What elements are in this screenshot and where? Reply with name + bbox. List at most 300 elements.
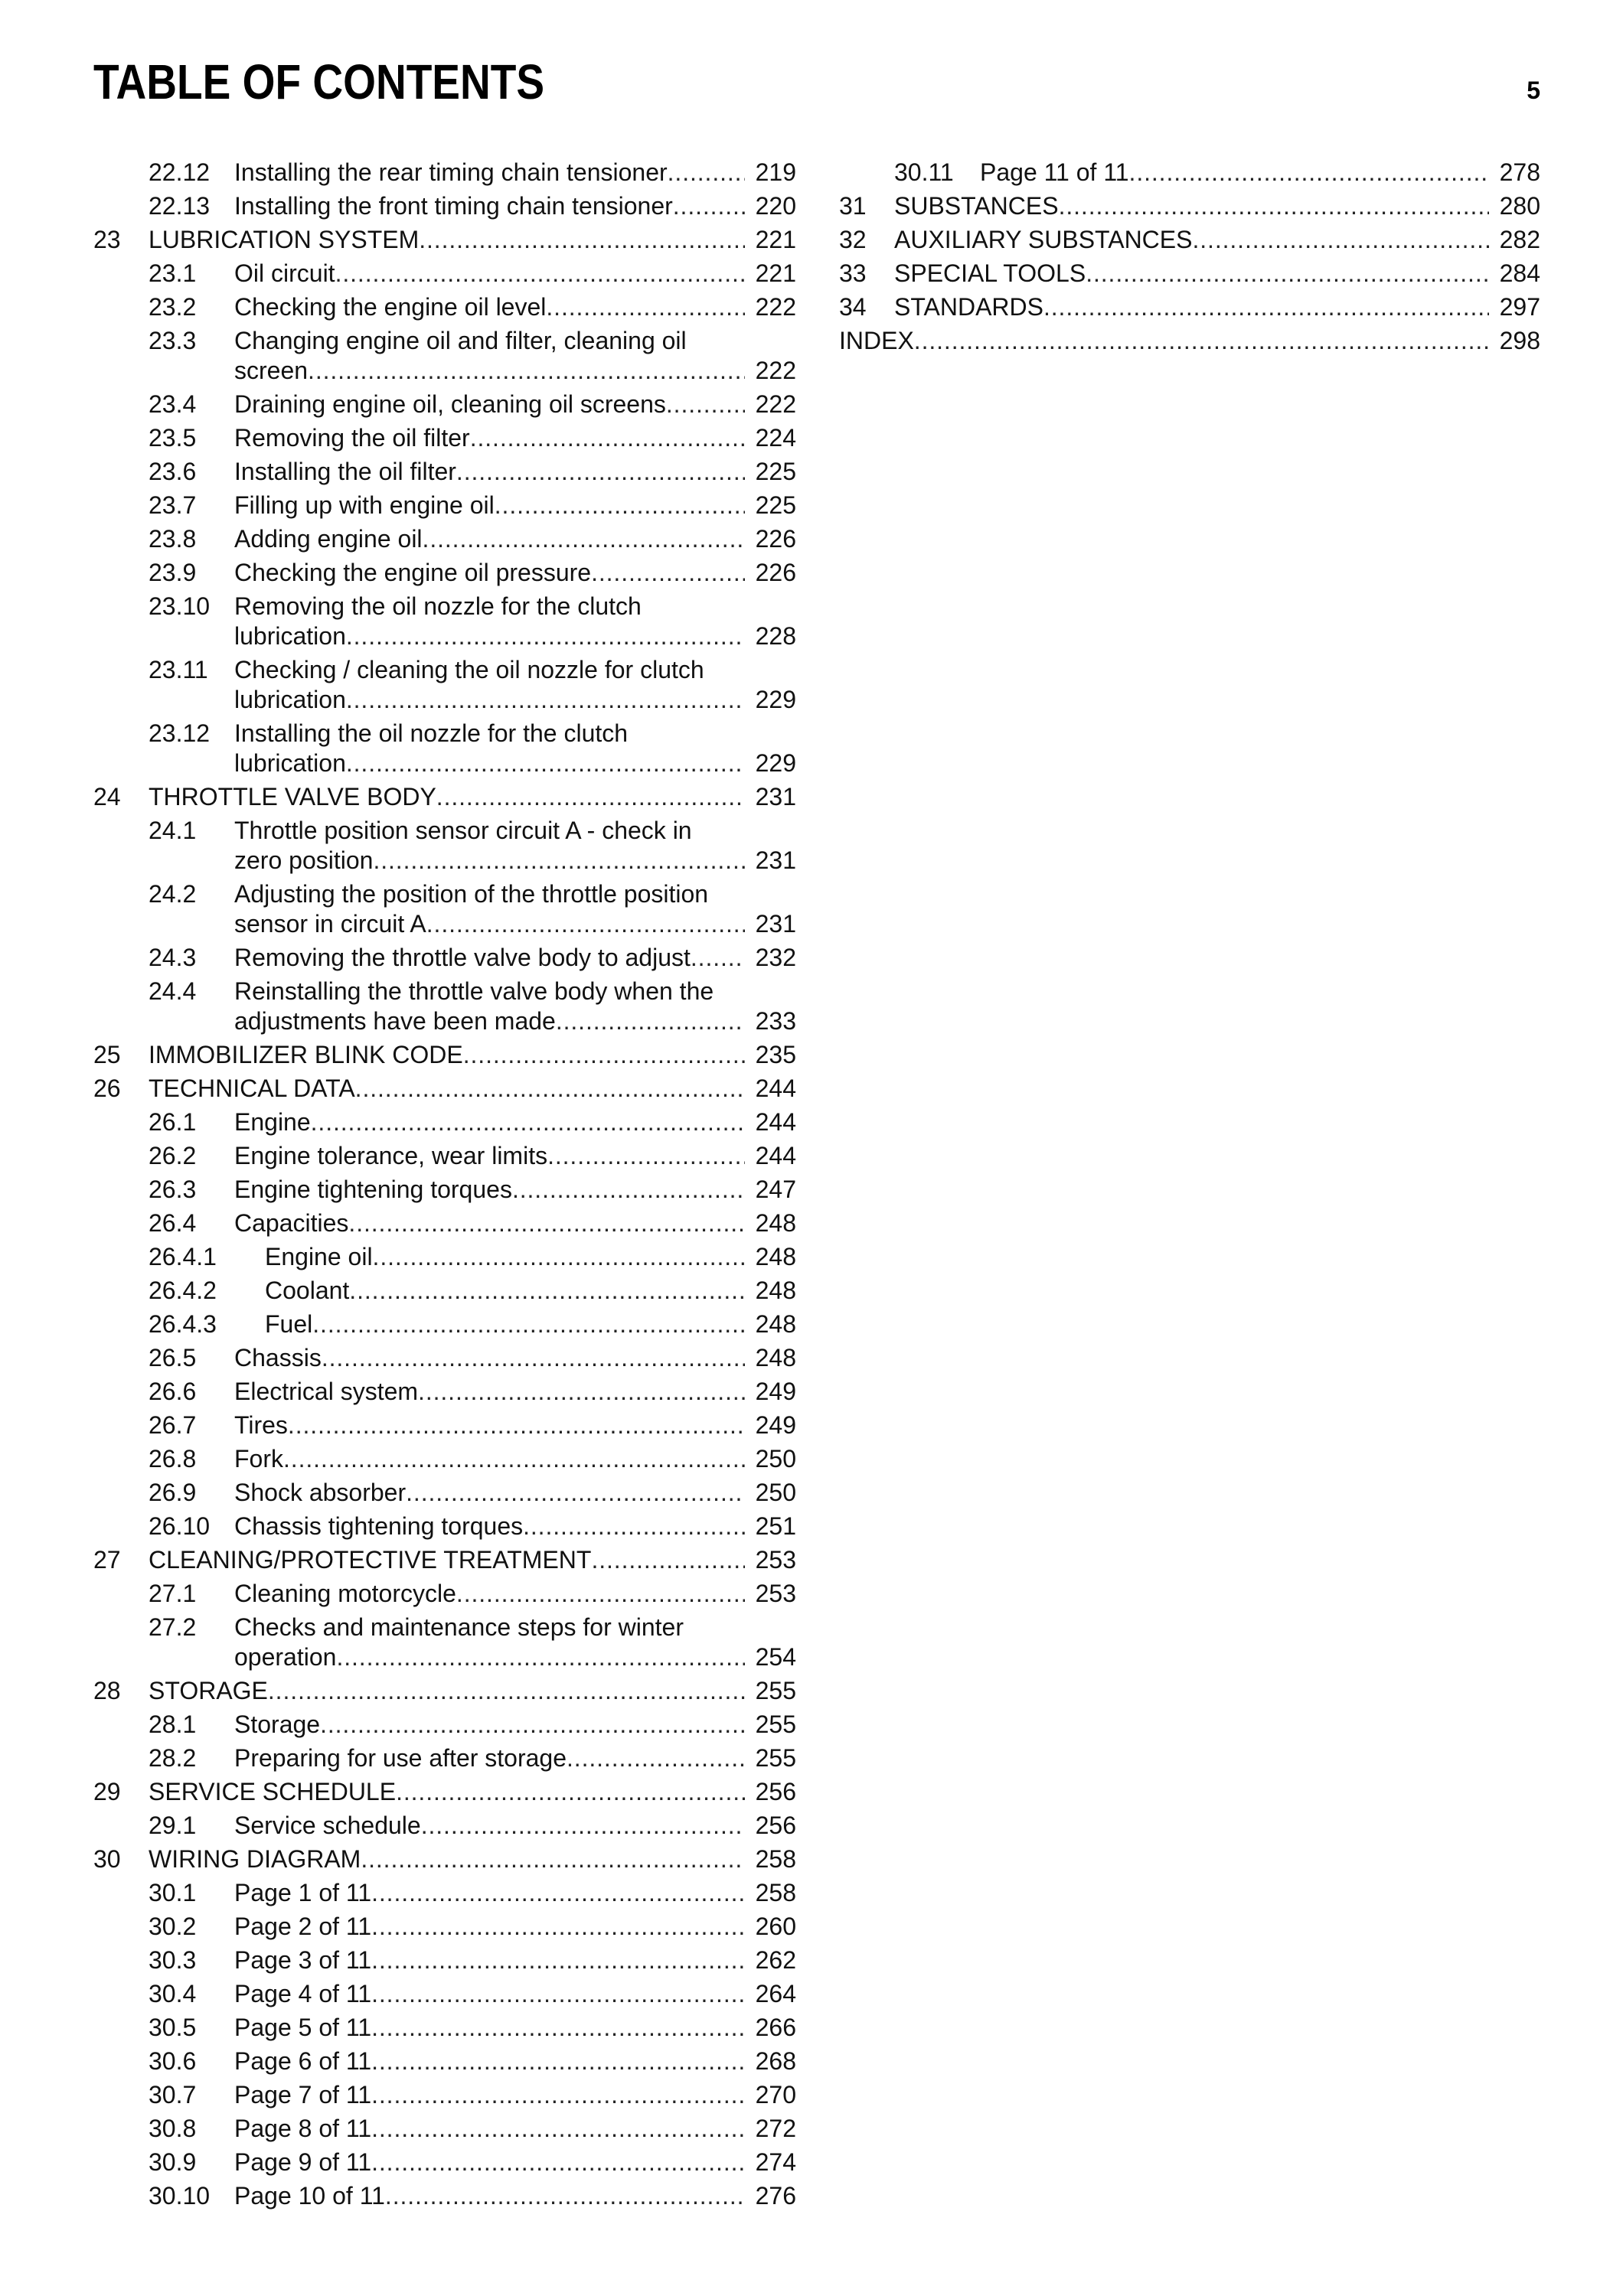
dot-leader: [673, 191, 745, 221]
toc-entry-title-line: Checking / cleaning the oil nozzle for clutch: [234, 656, 704, 683]
toc-entry-page: 264: [755, 1980, 796, 2007]
toc-entry[interactable]: [93, 292, 796, 322]
toc-entry-title: INDEX: [839, 327, 914, 354]
toc-entry[interactable]: [93, 225, 796, 255]
dot-leader: [470, 423, 745, 453]
toc-entry-number: 26.4.1: [149, 1243, 217, 1270]
toc-entry[interactable]: [93, 326, 796, 386]
toc-entry-title-line: Checks and maintenance steps for winter: [234, 1613, 684, 1641]
toc-entry-page: 225: [755, 458, 796, 485]
dot-leader: [567, 1743, 745, 1773]
toc-entry-title: Page 6 of 11: [234, 2047, 372, 2075]
toc-entry-title: Engine: [234, 1108, 311, 1136]
toc-entry-title: Installing the rear timing chain tensioner: [234, 158, 668, 186]
toc-entry-page: 274: [755, 2148, 796, 2176]
dot-leader: [591, 558, 745, 588]
toc-entry[interactable]: [93, 191, 796, 221]
toc-entry-page: 298: [1499, 327, 1540, 354]
toc-entry-page: 253: [755, 1546, 796, 1574]
toc-entry-title: Page 8 of 11: [234, 2115, 372, 2142]
toc-entry-number: 23.11: [149, 656, 208, 683]
toc-entry-title: Page 9 of 11: [234, 2148, 372, 2176]
dot-leader: [346, 621, 745, 651]
toc-entry-page: 254: [755, 1643, 796, 1671]
toc-entry-number: 24.1: [149, 817, 197, 844]
dot-leader: [547, 1141, 745, 1171]
toc-entry-page: 220: [755, 192, 796, 220]
toc-entry-number: 30.5: [149, 2014, 197, 2041]
toc-entry[interactable]: [93, 719, 796, 778]
toc-entry-page: 276: [755, 2182, 796, 2210]
toc-entry-page: 247: [755, 1176, 796, 1203]
toc-entry[interactable]: [93, 1175, 796, 1205]
toc-entry-number: 30.4: [149, 1980, 197, 2007]
toc-entry-page: 258: [755, 1879, 796, 1906]
toc-entry-title: lubrication: [234, 622, 346, 650]
toc-entry-title: Page 4 of 11: [234, 1980, 372, 2007]
toc-entry-page: 255: [755, 1677, 796, 1704]
toc-entry-title: Engine oil: [265, 1243, 373, 1270]
toc-entry-number: 23.5: [149, 424, 197, 452]
toc-entry-title: Cleaning motorcycle: [234, 1580, 456, 1607]
toc-entry-title: STANDARDS: [894, 293, 1043, 321]
toc-entry[interactable]: [93, 1579, 796, 1609]
dot-leader: [371, 1878, 745, 1908]
dot-leader: [385, 2181, 745, 2211]
toc-entry-number: 23.7: [149, 491, 197, 519]
dot-leader: [556, 1006, 745, 1036]
toc-entry[interactable]: [839, 259, 1540, 289]
dot-leader: [361, 1844, 744, 1874]
dot-leader: [312, 1309, 744, 1339]
toc-entry-page: 229: [755, 749, 796, 777]
toc-entry-page: 249: [755, 1378, 796, 1405]
toc-entry-number: 22.12: [149, 158, 211, 186]
dot-leader: [421, 1811, 745, 1841]
toc-entry[interactable]: [839, 191, 1540, 221]
toc-entry[interactable]: [93, 2080, 796, 2110]
toc-entry-number: 30.11: [894, 158, 954, 186]
dot-leader: [373, 1242, 745, 1272]
toc-entry[interactable]: [93, 390, 796, 419]
toc-entry[interactable]: [839, 292, 1540, 322]
dot-leader: [288, 1411, 745, 1440]
toc-entry-title: Fork: [234, 1445, 283, 1473]
dot-leader: [308, 356, 745, 386]
toc-entry-title: Preparing for use after storage: [234, 1744, 567, 1772]
toc-entry[interactable]: [93, 879, 796, 939]
toc-entry[interactable]: [93, 1208, 796, 1238]
toc-entry-title: Page 2 of 11: [234, 1913, 372, 1940]
toc-entry[interactable]: [93, 558, 796, 588]
toc-entry-title-line: Adjusting the position of the throttle position: [234, 880, 709, 908]
toc-entry-title: STORAGE: [149, 1677, 268, 1704]
toc-entry-number: 28.2: [149, 1744, 197, 1772]
toc-entry-page: 284: [1499, 259, 1540, 287]
toc-entry[interactable]: [93, 1107, 796, 1137]
toc-entry-title-line: Changing engine oil and filter, cleaning oil: [234, 327, 687, 354]
toc-entry-page: 222: [755, 357, 796, 384]
toc-entry-number: 23.8: [149, 525, 197, 553]
toc-entry-title: SPECIAL TOOLS: [894, 259, 1086, 287]
toc-entry-number: 22.13: [149, 192, 211, 220]
dot-leader: [419, 225, 744, 255]
dot-leader: [1059, 191, 1489, 221]
toc-entry-page: 229: [755, 686, 796, 713]
toc-entry-title: SUBSTANCES: [894, 192, 1059, 220]
toc-entry-title: AUXILIARY SUBSTANCES: [894, 226, 1193, 253]
toc-entry-title: Service schedule: [234, 1812, 421, 1839]
toc-entry-number: 32: [839, 226, 867, 253]
toc-entry-page: 253: [755, 1580, 796, 1607]
toc-entry-title-line: Removing the oil nozzle for the clutch: [234, 592, 642, 620]
dot-leader: [371, 2114, 745, 2144]
toc-entry-title: screen: [234, 357, 309, 384]
toc-entry-page: 233: [755, 1007, 796, 1035]
toc-entry-title: Filling up with engine oil: [234, 491, 495, 519]
toc-entry-page: 251: [755, 1512, 796, 1540]
toc-entry-number: 26.9: [149, 1479, 197, 1506]
dot-leader: [1086, 259, 1488, 289]
toc-entry-title: Coolant: [265, 1277, 350, 1304]
toc-entry-title: Installing the oil filter: [234, 458, 456, 485]
toc-entry-title: Draining engine oil, cleaning oil screens: [234, 390, 666, 418]
toc-entry[interactable]: [93, 491, 796, 520]
dot-leader: [456, 457, 745, 487]
toc-entry-page: 248: [755, 1310, 796, 1338]
toc-entry[interactable]: [93, 1074, 796, 1104]
toc-entry-title: Removing the oil filter: [234, 424, 470, 452]
toc-entry-title: CLEANING/PROTECTIVE TREATMENT: [149, 1546, 592, 1574]
toc-entry[interactable]: [93, 2013, 796, 2043]
toc-entry[interactable]: [93, 1878, 796, 1908]
toc-entry-page: 248: [755, 1277, 796, 1304]
dot-leader: [268, 1676, 745, 1706]
toc-entry-title: Page 3 of 11: [234, 1946, 372, 1974]
toc-entry-page: 250: [755, 1479, 796, 1506]
toc-entry-title: adjustments have been made: [234, 1007, 556, 1035]
toc-entry-number: 23.10: [149, 592, 211, 620]
toc-entry[interactable]: [93, 1242, 796, 1272]
toc-entry-page: 268: [755, 2047, 796, 2075]
dot-leader: [371, 2080, 745, 2110]
dot-leader: [320, 1710, 745, 1740]
toc-entry-number: 26.3: [149, 1176, 197, 1203]
toc-entry-title-line: Reinstalling the throttle valve body when the: [234, 977, 714, 1005]
toc-entry[interactable]: [93, 1613, 796, 1672]
toc-entry-number: 23.12: [149, 719, 211, 747]
toc-entry-number: 30.9: [149, 2148, 197, 2176]
toc-entry[interactable]: [93, 1676, 796, 1706]
toc-entry[interactable]: [839, 225, 1540, 255]
dot-leader: [371, 2013, 745, 2043]
toc-entry-page: 258: [755, 1845, 796, 1873]
toc-entry-page: 224: [755, 424, 796, 452]
toc-entry-number: 26.7: [149, 1411, 197, 1439]
toc-entry[interactable]: [93, 2047, 796, 2076]
dot-leader: [336, 1642, 744, 1672]
toc-entry[interactable]: [93, 1141, 796, 1171]
toc-entry[interactable]: [93, 816, 796, 876]
toc-entry-number: 26.4: [149, 1209, 197, 1237]
toc-entry[interactable]: [93, 1844, 796, 1874]
dot-leader: [666, 390, 745, 419]
dot-leader: [371, 1979, 745, 2009]
toc-entry-number: 30.10: [149, 2182, 211, 2210]
toc-entry-title: Installing the front timing chain tensioner: [234, 192, 673, 220]
toc-entry-number: 26.4.2: [149, 1277, 217, 1304]
dot-leader: [546, 292, 744, 322]
toc-entry-page: 248: [755, 1344, 796, 1371]
dot-leader: [418, 1377, 745, 1407]
toc-entry-title: TECHNICAL DATA: [149, 1075, 355, 1102]
toc-entry-page: 248: [755, 1209, 796, 1237]
toc-entry-number: 30.3: [149, 1946, 197, 1974]
toc-entry[interactable]: [93, 1276, 796, 1306]
toc-entry-number: 23.1: [149, 259, 197, 287]
toc-entry-page: 231: [755, 846, 796, 874]
toc-entry-page: 249: [755, 1411, 796, 1439]
toc-entry-page: 219: [755, 158, 796, 186]
dot-leader: [463, 1040, 745, 1070]
dot-leader: [346, 748, 745, 778]
toc-right-column: [839, 158, 1540, 360]
toc-entry[interactable]: [93, 655, 796, 715]
dot-leader: [311, 1107, 745, 1137]
toc-entry-page: 222: [755, 293, 796, 321]
toc-entry[interactable]: [93, 1309, 796, 1339]
dot-leader: [426, 909, 745, 939]
toc-entry-title: Fuel: [265, 1310, 313, 1338]
toc-entry[interactable]: [93, 782, 796, 812]
toc-entry-number: 29.1: [149, 1812, 197, 1839]
toc-entry-title: Removing the throttle valve body to adjust: [234, 944, 691, 971]
toc-entry[interactable]: [839, 326, 1540, 356]
toc-entry-page: 255: [755, 1744, 796, 1772]
toc-entry-page: 228: [755, 622, 796, 650]
toc-entry-number: 27: [93, 1546, 121, 1574]
toc-entry-number: 26.6: [149, 1378, 197, 1405]
dot-leader: [283, 1444, 745, 1474]
toc-entry-number: 26.10: [149, 1512, 211, 1540]
toc-entry[interactable]: [93, 1710, 796, 1740]
toc-entry-page: 248: [755, 1243, 796, 1270]
toc-entry-page: 231: [755, 910, 796, 938]
toc-entry-title: operation: [234, 1643, 337, 1671]
toc-entry[interactable]: [93, 943, 796, 973]
toc-entry-title: IMMOBILIZER BLINK CODE: [149, 1041, 463, 1068]
toc-entry-page: 270: [755, 2081, 796, 2108]
toc-entry-title: Engine tolerance, wear limits: [234, 1142, 548, 1169]
toc-entry-number: 23.3: [149, 327, 197, 354]
dot-leader: [371, 2047, 745, 2076]
toc-entry[interactable]: [93, 1478, 796, 1508]
toc-entry-title: zero position: [234, 846, 374, 874]
dot-leader: [396, 1777, 745, 1807]
toc-entry-number: 30.1: [149, 1879, 197, 1906]
toc-entry[interactable]: [93, 1040, 796, 1070]
toc-entry-title: lubrication: [234, 686, 346, 713]
toc-entry[interactable]: [93, 1411, 796, 1440]
toc-entry[interactable]: [93, 524, 796, 554]
toc-entry-page: 280: [1499, 192, 1540, 220]
toc-entry-title: Storage: [234, 1711, 321, 1738]
dot-leader: [406, 1478, 744, 1508]
toc-entry-title: Capacities: [234, 1209, 349, 1237]
dot-leader: [423, 524, 745, 554]
toc-entry-page: 226: [755, 525, 796, 553]
toc-entry-number: 26.1: [149, 1108, 197, 1136]
toc-entry-number: 29: [93, 1778, 121, 1805]
toc-entry-number: 23.6: [149, 458, 197, 485]
toc-entry-title: Page 11 of 11: [980, 158, 1129, 186]
toc-entry-title: THROTTLE VALVE BODY: [149, 783, 436, 810]
toc-entry[interactable]: [93, 1377, 796, 1407]
dot-leader: [591, 1545, 744, 1575]
toc-entry-page: 244: [755, 1142, 796, 1169]
dot-leader: [691, 943, 745, 973]
page-number: 5: [1527, 77, 1540, 104]
dot-leader: [436, 782, 745, 812]
dot-leader: [371, 1912, 745, 1942]
toc-entry-title: Tires: [234, 1411, 288, 1439]
toc-entry-title: sensor in circuit A: [234, 910, 426, 938]
toc-entry-title: Page 7 of 11: [234, 2081, 372, 2108]
toc-entry-number: 26.4.3: [149, 1310, 217, 1338]
toc-entry-title: Page 1 of 11: [234, 1879, 372, 1906]
toc-entry-title: Checking the engine oil pressure: [234, 559, 592, 586]
toc-entry-title: Shock absorber: [234, 1479, 407, 1506]
toc-entry-number: 23.2: [149, 293, 197, 321]
toc-entry-page: 282: [1499, 226, 1540, 253]
dot-leader: [373, 846, 744, 876]
toc-entry[interactable]: [93, 592, 796, 651]
toc-entry-page: 235: [755, 1041, 796, 1068]
toc-entry-page: 225: [755, 491, 796, 519]
toc-entry-title: lubrication: [234, 749, 346, 777]
toc-entry-title: Checking the engine oil level: [234, 293, 547, 321]
toc-entry-page: 226: [755, 559, 796, 586]
toc-entry-number: 25: [93, 1041, 121, 1068]
toc-entry-page: 250: [755, 1445, 796, 1473]
dot-leader: [1129, 158, 1489, 188]
toc-entry[interactable]: [93, 158, 796, 188]
toc-entry[interactable]: [93, 423, 796, 453]
toc-entry[interactable]: [839, 158, 1540, 188]
toc-entry-number: 23.4: [149, 390, 197, 418]
toc-entry[interactable]: [93, 1545, 796, 1575]
toc-entry-number: 26.2: [149, 1142, 197, 1169]
toc-entry-number: 30.7: [149, 2081, 197, 2108]
page-title: TABLE OF CONTENTS: [93, 54, 545, 109]
toc-entry-title: Adding engine oil: [234, 525, 423, 553]
dot-leader: [495, 491, 745, 520]
toc-entry-number: 28.1: [149, 1711, 197, 1738]
toc-entry[interactable]: [93, 457, 796, 487]
dot-leader: [348, 1208, 744, 1238]
toc-entry-page: 297: [1499, 293, 1540, 321]
toc-entry-page: 222: [755, 390, 796, 418]
toc-entry-title: Page 5 of 11: [234, 2014, 372, 2041]
toc-entry-number: 24.4: [149, 977, 197, 1005]
dot-leader: [456, 1579, 745, 1609]
dot-leader: [523, 1512, 745, 1541]
toc-entry-page: 255: [755, 1711, 796, 1738]
toc-left-column: [93, 158, 796, 2215]
toc-entry[interactable]: [93, 1945, 796, 1975]
toc-entry-title: SERVICE SCHEDULE: [149, 1778, 397, 1805]
toc-entry-number: 31: [839, 192, 867, 220]
dot-leader: [371, 2148, 745, 2177]
toc-entry-title: Chassis tightening torques: [234, 1512, 524, 1540]
toc-entry-number: 24: [93, 783, 121, 810]
toc-entry-title: Chassis: [234, 1344, 322, 1371]
toc-entry[interactable]: [93, 2114, 796, 2144]
toc-entry[interactable]: [93, 2181, 796, 2211]
toc-entry-number: 26.5: [149, 1344, 197, 1371]
toc-entry-number: 27.1: [149, 1580, 197, 1607]
toc-entry-page: 272: [755, 2115, 796, 2142]
toc-entry-page: 231: [755, 783, 796, 810]
toc-entry[interactable]: [93, 2148, 796, 2177]
dot-leader: [322, 1343, 745, 1373]
toc-entry-page: 278: [1499, 158, 1540, 186]
toc-entry[interactable]: [93, 259, 796, 289]
toc-entry-number: 23: [93, 226, 121, 253]
toc-entry-page: 266: [755, 2014, 796, 2041]
toc-entry-title: Electrical system: [234, 1378, 419, 1405]
toc-entry-page: 256: [755, 1778, 796, 1805]
toc-entry-number: 34: [839, 293, 867, 321]
toc-entry-page: 244: [755, 1075, 796, 1102]
toc-entry-page: 221: [755, 259, 796, 287]
toc-entry-number: 26.8: [149, 1445, 197, 1473]
toc-entry[interactable]: [93, 1743, 796, 1773]
toc-entry[interactable]: [93, 1512, 796, 1541]
toc-entry-number: 23.9: [149, 559, 197, 586]
dot-leader: [512, 1175, 745, 1205]
toc-entry-page: 256: [755, 1812, 796, 1839]
toc-entry-number: 30.8: [149, 2115, 197, 2142]
toc-entry-page: 232: [755, 944, 796, 971]
toc-entry[interactable]: [93, 1777, 796, 1807]
dot-leader: [1192, 225, 1488, 255]
toc-entry-title-line: Throttle position sensor circuit A - check in: [234, 817, 692, 844]
toc-entry-number: 28: [93, 1677, 121, 1704]
toc-entry-page: 262: [755, 1946, 796, 1974]
toc-entry[interactable]: [93, 1979, 796, 2009]
dot-leader: [349, 1276, 744, 1306]
toc-entry-number: 24.2: [149, 880, 197, 908]
dot-leader: [346, 685, 745, 715]
toc-entry[interactable]: [93, 1343, 796, 1373]
toc-entry-title: WIRING DIAGRAM: [149, 1845, 361, 1873]
toc-entry[interactable]: [93, 1444, 796, 1474]
toc-entry-number: 24.3: [149, 944, 197, 971]
dot-leader: [668, 158, 745, 188]
toc-entry-number: 30: [93, 1845, 121, 1873]
toc-entry[interactable]: [93, 1912, 796, 1942]
toc-entry-number: 26: [93, 1075, 121, 1102]
toc-entry-title: Oil circuit: [234, 259, 335, 287]
dot-leader: [371, 1945, 745, 1975]
toc-entry[interactable]: [93, 1811, 796, 1841]
toc-entry-title: Page 10 of 11: [234, 2182, 385, 2210]
toc-entry-page: 244: [755, 1108, 796, 1136]
dot-leader: [335, 259, 745, 289]
toc-entry-number: 30.2: [149, 1913, 197, 1940]
toc-entry[interactable]: [93, 977, 796, 1036]
